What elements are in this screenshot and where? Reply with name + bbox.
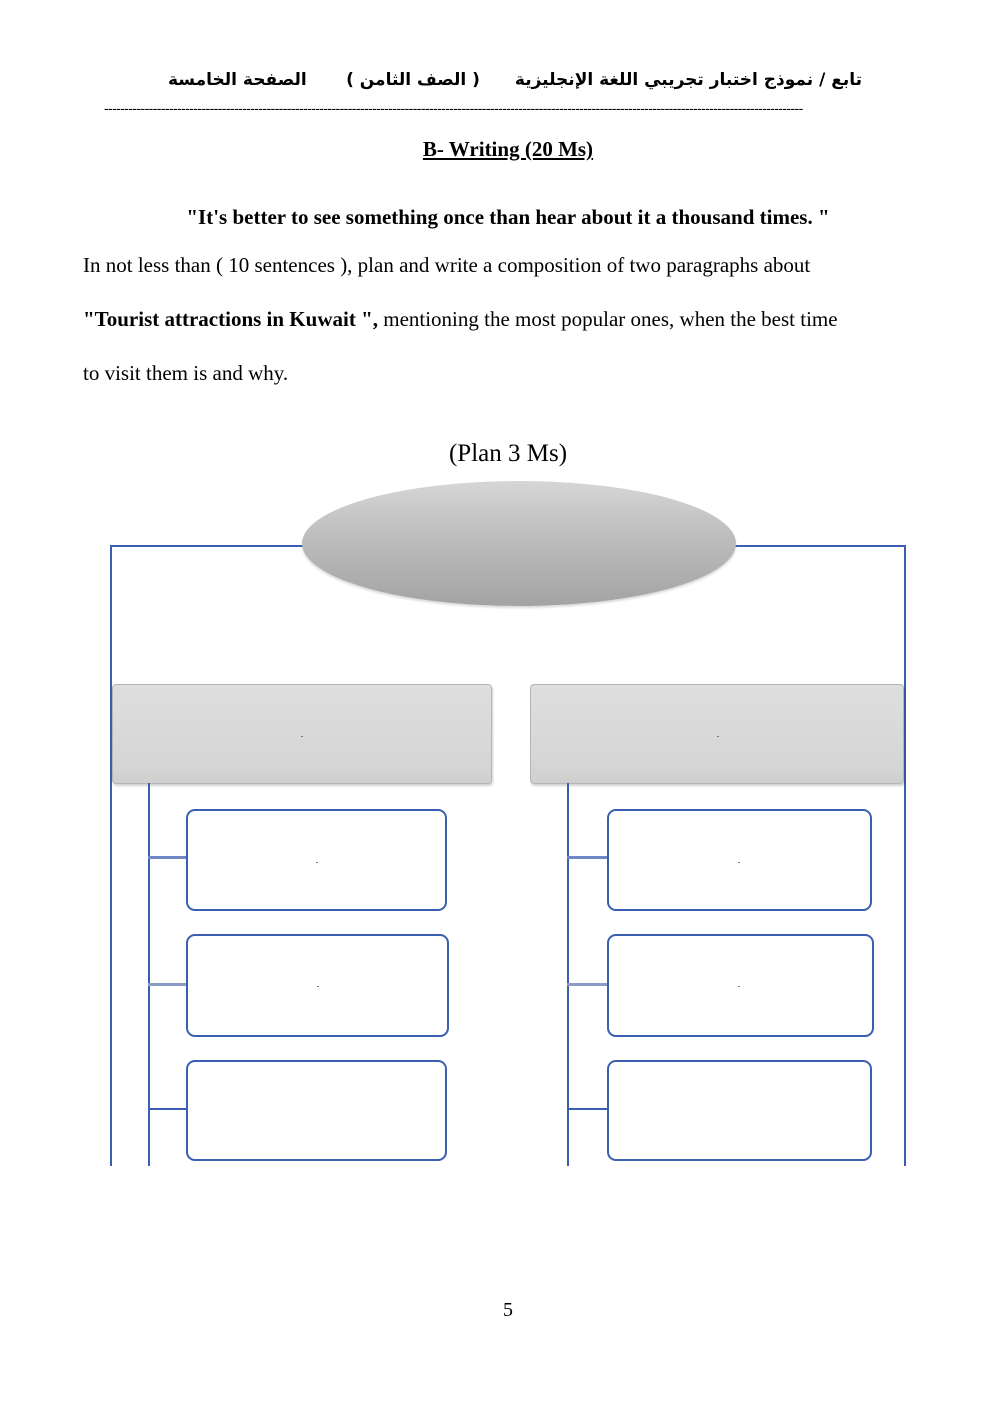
placeholder-dot xyxy=(301,736,303,737)
header-grade: ( الصف الثامن ) xyxy=(346,70,480,90)
instruction-line-1: In not less than ( 10 sentences ), plan and write a composition of two paragraphs about xyxy=(83,253,811,277)
instruction-line-2 xyxy=(83,307,933,332)
frame-left-line xyxy=(110,545,112,1166)
branch-left-subpoint-box-1[interactable] xyxy=(186,809,447,911)
branch-right-heading-box[interactable] xyxy=(530,684,904,784)
placeholder-dot xyxy=(316,862,318,863)
quote: "It's better to see something once than hear about it a thousand times. " xyxy=(186,205,830,229)
composition-topic: "Tourist attractions in Kuwait ", xyxy=(83,307,378,331)
plan-label: (Plan 3 Ms) xyxy=(448,440,568,467)
placeholder-dot xyxy=(717,736,719,737)
branch-right-subpoint-box-1[interactable] xyxy=(607,809,872,911)
branch-left-subpoint-box-3[interactable] xyxy=(186,1060,447,1161)
branch-right-tick-3 xyxy=(567,1108,607,1110)
instruction-line-3: to visit them is and why. xyxy=(83,361,289,385)
instruction-line-2-rest: mentioning the most popular ones, when the best time xyxy=(377,307,838,331)
branch-right-subpoint-box-3[interactable] xyxy=(607,1060,872,1161)
header-page-label: الصفحة الخامسة xyxy=(168,70,307,90)
section-title: B- Writing (20 Ms) xyxy=(422,137,594,161)
header-exam-title: تابع / نموذج اختبار تجريبي اللغة الإنجليزية xyxy=(514,70,862,90)
branch-right-subpoint-box-2[interactable] xyxy=(607,934,874,1037)
placeholder-dot xyxy=(738,986,740,987)
branch-left-tick-3 xyxy=(148,1108,186,1110)
branch-left-tick-1 xyxy=(148,856,186,859)
branch-right-tick-2 xyxy=(567,983,607,986)
branch-left-heading-box[interactable] xyxy=(112,684,492,784)
frame-top-right-line xyxy=(734,545,906,547)
branch-left-subpoint-box-2[interactable] xyxy=(186,934,449,1037)
branch-right-tick-1 xyxy=(567,856,607,859)
frame-right-line xyxy=(904,545,906,1166)
center-topic-ellipse[interactable] xyxy=(302,481,736,606)
page-number: 5 xyxy=(503,1299,513,1321)
header-divider: ---------------------------------------------------------------------------------------------------------------------------------------------------------------------------- xyxy=(104,101,803,115)
branch-left-tick-2 xyxy=(148,983,186,986)
placeholder-dot xyxy=(317,986,319,987)
placeholder-dot xyxy=(738,862,740,863)
frame-top-left-line xyxy=(110,545,304,547)
